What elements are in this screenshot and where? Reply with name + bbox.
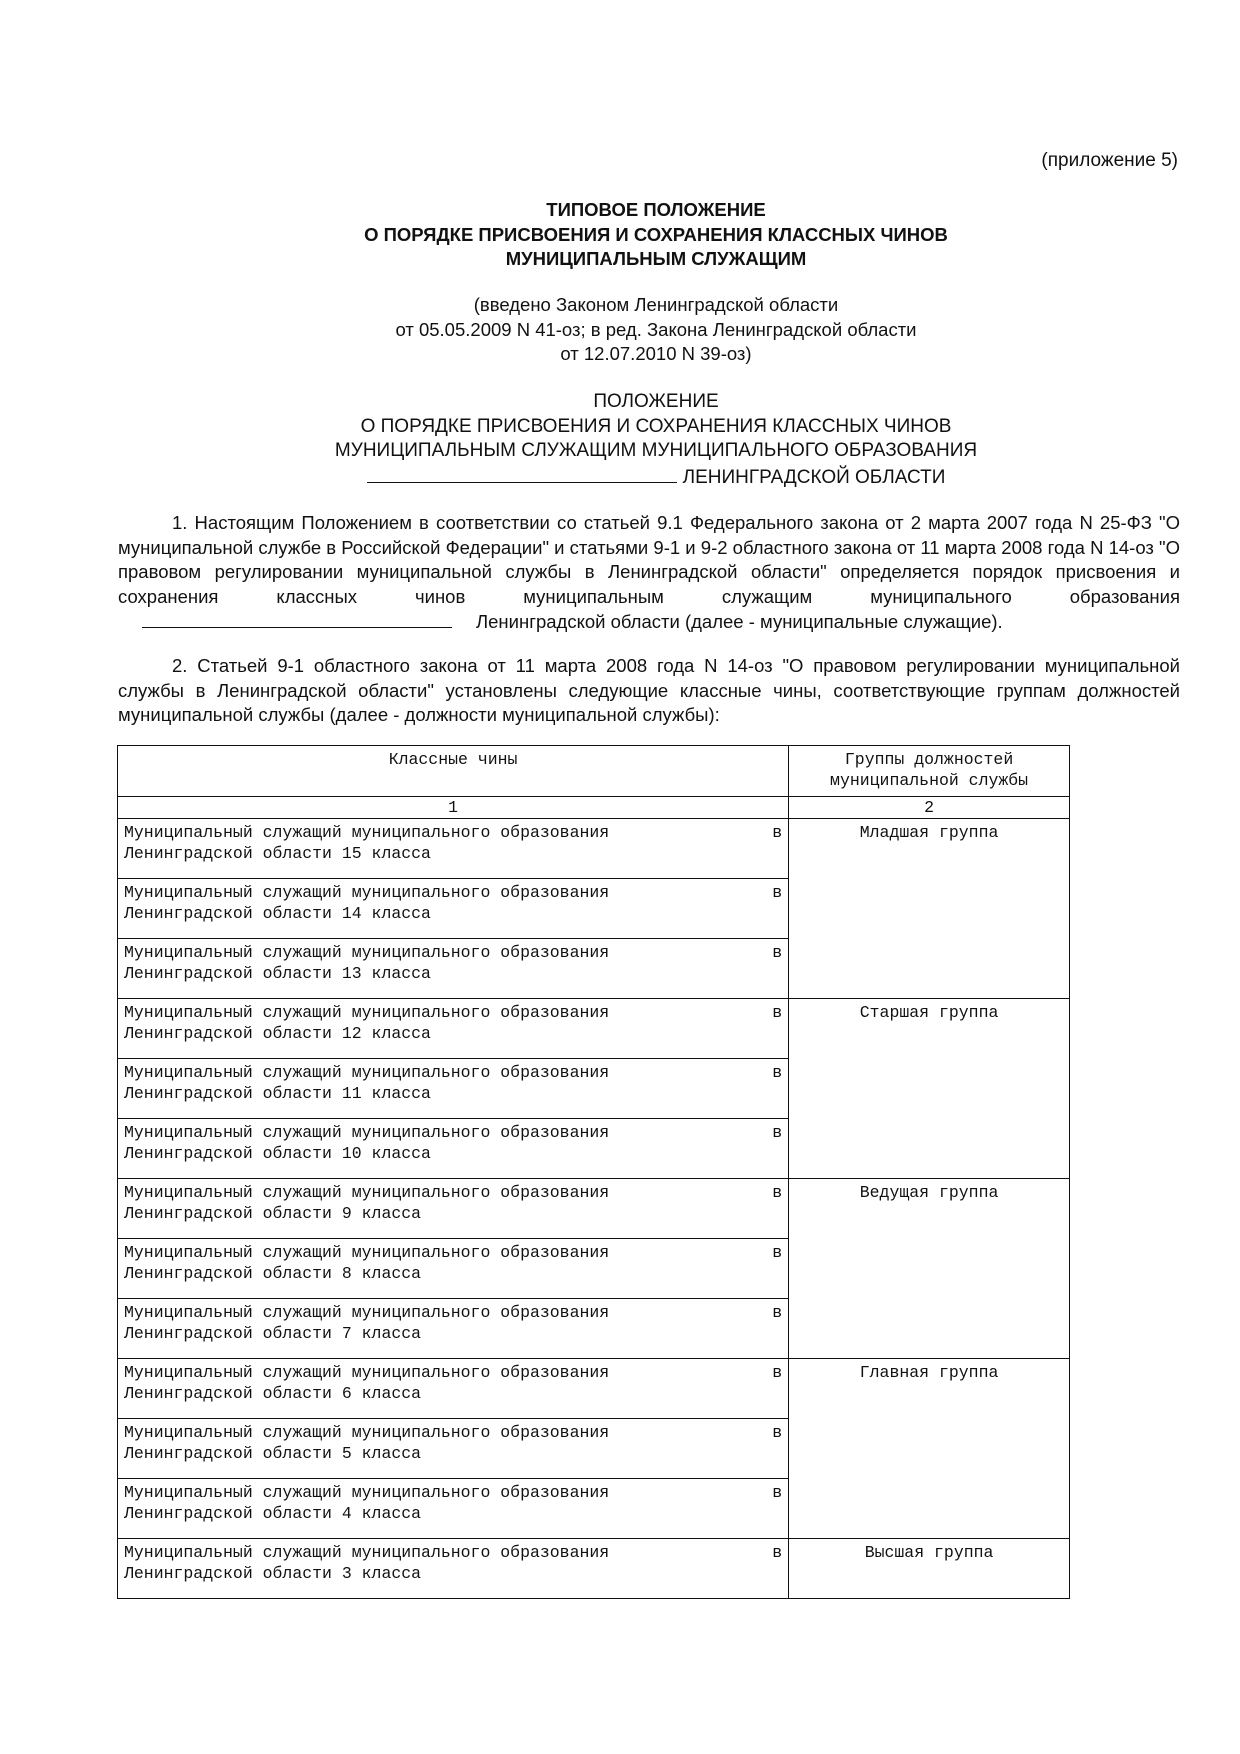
appendix-label: (приложение 5) (1041, 150, 1178, 171)
rank-class: Ленинградской области 10 класса (124, 1144, 431, 1163)
header-col2-line-2: муниципальной службы (830, 771, 1029, 790)
header-class-ranks: Классные чины (118, 746, 789, 797)
position-group-cell: Ведущая группа (789, 1179, 1070, 1359)
rank-title-line (124, 1002, 782, 1023)
rank-prefix-end: в (772, 943, 783, 962)
rank-class: Ленинградской области 9 класса (124, 1204, 422, 1223)
rank-title-line (124, 1122, 782, 1143)
rank-prefix-end: в (772, 1183, 783, 1202)
subtitle-line-3: МУНИЦИПАЛЬНЫМ СЛУЖАЩИМ МУНИЦИПАЛЬНОГО ОБРАЗОВАНИЯ (334, 440, 978, 461)
paragraph-2 (118, 654, 1180, 728)
rank-class: Ленинградской области 5 класса (124, 1444, 422, 1463)
amendment-line-3: от 12.07.2010 N 39-оз) (560, 343, 752, 364)
municipality-blank (367, 464, 677, 483)
paragraph-1 (118, 511, 1180, 635)
table-row (118, 1179, 1070, 1239)
rank-prefix: Муниципальный служащий муниципального образования (124, 1243, 610, 1262)
position-group-cell: Главная группа (789, 1359, 1070, 1539)
table-row (118, 1539, 1070, 1599)
class-ranks-table (117, 745, 1070, 1599)
column-number-1: 1 (118, 797, 789, 819)
rank-cell (118, 999, 789, 1059)
rank-title-line (124, 1422, 782, 1443)
subtitle-line-1: ПОЛОЖЕНИЕ (593, 391, 719, 412)
amendment-line-2: от 05.05.2009 N 41-оз; в ред. Закона Ленинградской области (395, 318, 917, 340)
rank-cell (118, 1359, 789, 1419)
rank-prefix: Муниципальный служащий муниципального образования (124, 1483, 610, 1502)
rank-cell (118, 1479, 789, 1539)
table-row (118, 999, 1070, 1059)
rank-title-line (124, 822, 782, 843)
rank-prefix: Муниципальный служащий муниципального образования (124, 823, 610, 842)
rank-prefix-end: в (772, 1243, 783, 1262)
rank-cell (118, 1059, 789, 1119)
rank-title-line (124, 1302, 782, 1323)
paragraph-2-text: 2. Статьей 9-1 областного закона от 11 марта 2008 года N 14-оз "О правовом регулировании муниципальной службы в Ленинградской области" установлены следующие классные чины, соответствующие группам должностей муниципальной службы (далее - должности муниципальной службы): (118, 655, 1180, 725)
header-position-groups (789, 746, 1070, 797)
amendment-line-1: (введено Законом Ленинградской области (473, 294, 839, 315)
rank-prefix-end: в (772, 823, 783, 842)
column-number-2: 2 (789, 797, 1070, 819)
rank-prefix: Муниципальный служащий муниципального образования (124, 1183, 610, 1202)
rank-prefix-end: в (772, 1363, 783, 1382)
subtitle-line-4 (0, 464, 1240, 491)
subtitle-line-2: О ПОРЯДКЕ ПРИСВОЕНИЯ И СОХРАНЕНИЯ КЛАССНЫХ ЧИНОВ (360, 415, 952, 437)
table-row (118, 1359, 1070, 1419)
rank-prefix: Муниципальный служащий муниципального образования (124, 1423, 610, 1442)
rank-class: Ленинградской области 6 класса (124, 1384, 422, 1403)
rank-prefix-end: в (772, 883, 783, 902)
rank-title-line (124, 1482, 782, 1503)
rank-cell (118, 879, 789, 939)
rank-class: Ленинградской области 4 класса (124, 1504, 422, 1523)
rank-cell (118, 1419, 789, 1479)
rank-prefix: Муниципальный служащий муниципального образования (124, 883, 610, 902)
rank-prefix-end: в (772, 1123, 783, 1142)
rank-title-line (124, 1362, 782, 1383)
rank-cell (118, 1299, 789, 1359)
paragraph-1-tail: Ленинградской области (далее - муниципальные служащие). (476, 611, 1003, 632)
rank-prefix-end: в (772, 1303, 783, 1322)
rank-title-line (124, 942, 782, 963)
rank-class: Ленинградской области 3 класса (124, 1564, 422, 1583)
rank-class: Ленинградской области 13 класса (124, 964, 431, 983)
header-col2-line-1: Группы должностей (844, 750, 1014, 769)
rank-class: Ленинградской области 7 класса (124, 1324, 422, 1343)
rank-prefix: Муниципальный служащий муниципального образования (124, 1063, 610, 1082)
subtitle-region: ЛЕНИНГРАДСКОЙ ОБЛАСТИ (682, 466, 946, 488)
column-number-row (118, 797, 1070, 819)
rank-cell (118, 1119, 789, 1179)
paragraph-1-text: 1. Настоящим Положением в соответствии со статьей 9.1 Федерального закона от 2 марта 2007 года N 25-ФЗ "О муниципальной службе в Российской Федерации" и статьями 9-1 и 9-2 областного закона от 11 марта 2008 года N 14-оз "О правовом регулировании муниципальной службы в Ленинградской области" определяется порядок присвоения и сохранения классных чинов муниципальным служащим муниципального образования (118, 512, 1180, 607)
document-title (0, 198, 1240, 272)
rank-prefix-end: в (772, 1423, 783, 1442)
rank-cell (118, 939, 789, 999)
rank-cell (118, 1539, 789, 1599)
title-line-1: ТИПОВОЕ ПОЛОЖЕНИЕ (546, 199, 766, 220)
rank-title-line (124, 1542, 782, 1563)
rank-cell (118, 1179, 789, 1239)
rank-class: Ленинградской области 15 класса (124, 844, 431, 863)
rank-class: Ленинградской области 12 класса (124, 1024, 431, 1043)
rank-prefix-end: в (772, 1483, 783, 1502)
rank-cell (118, 1239, 789, 1299)
rank-title-line (124, 882, 782, 903)
rank-class: Ленинградской области 11 класса (124, 1084, 431, 1103)
rank-prefix-end: в (772, 1543, 783, 1562)
rank-prefix: Муниципальный служащий муниципального образования (124, 1363, 610, 1382)
position-group-cell: Младшая группа (789, 819, 1070, 999)
municipality-fill-blank (142, 609, 452, 628)
rank-cell (118, 819, 789, 879)
regulation-subtitle (0, 390, 1240, 490)
table-header-row (118, 746, 1070, 797)
rank-title-line (124, 1182, 782, 1203)
rank-prefix: Муниципальный служащий муниципального образования (124, 1543, 610, 1562)
rank-prefix-end: в (772, 1063, 783, 1082)
table-row (118, 819, 1070, 879)
amendment-note (0, 293, 1240, 367)
title-line-2: О ПОРЯДКЕ ПРИСВОЕНИЯ И СОХРАНЕНИЯ КЛАССНЫХ ЧИНОВ (364, 223, 948, 245)
rank-class: Ленинградской области 14 класса (124, 904, 431, 923)
position-group-cell: Старшая группа (789, 999, 1070, 1179)
rank-prefix-end: в (772, 1003, 783, 1022)
rank-prefix: Муниципальный служащий муниципального образования (124, 1303, 610, 1322)
rank-title-line (124, 1242, 782, 1263)
rank-prefix: Муниципальный служащий муниципального образования (124, 943, 610, 962)
rank-prefix: Муниципальный служащий муниципального образования (124, 1123, 610, 1142)
position-group-cell: Высшая группа (789, 1539, 1070, 1599)
rank-prefix: Муниципальный служащий муниципального образования (124, 1003, 610, 1022)
rank-title-line (124, 1062, 782, 1083)
title-line-3: МУНИЦИПАЛЬНЫМ СЛУЖАЩИМ (505, 248, 807, 269)
rank-class: Ленинградской области 8 класса (124, 1264, 422, 1283)
